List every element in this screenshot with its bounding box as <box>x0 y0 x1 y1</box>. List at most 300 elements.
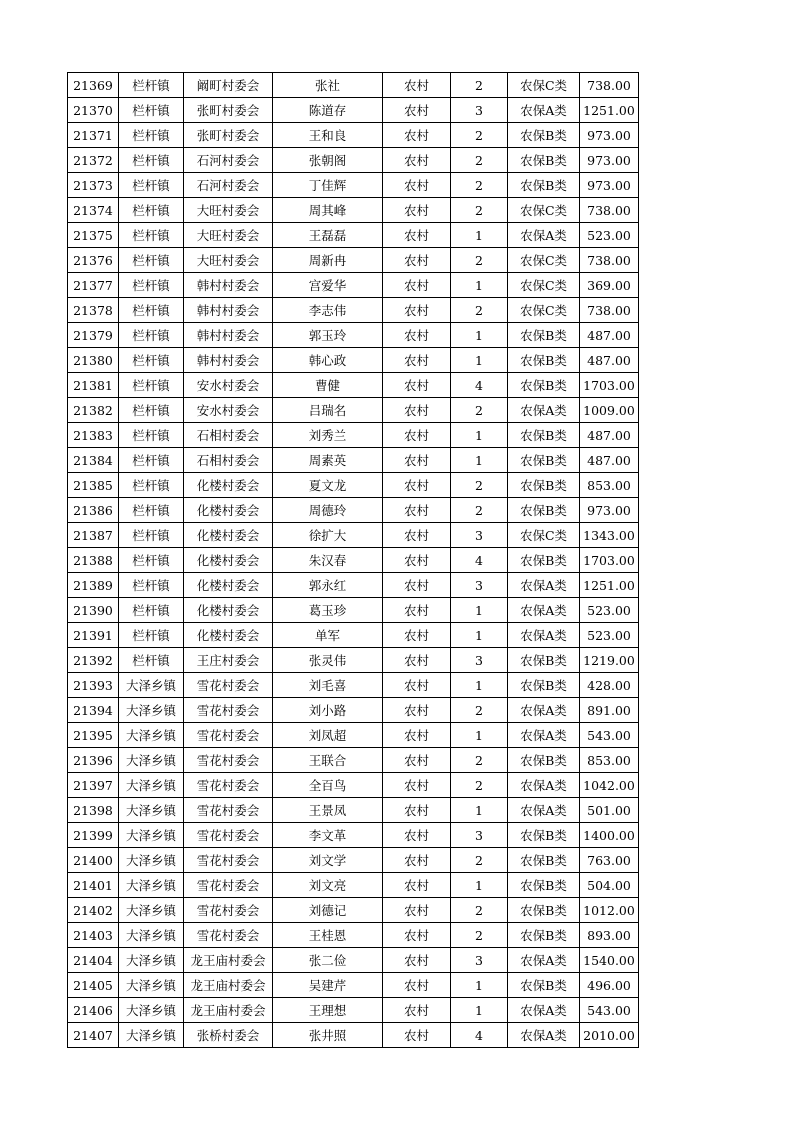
village-committee-cell: 张桥村委会 <box>184 1023 273 1048</box>
township-cell: 栏杆镇 <box>119 448 184 473</box>
township-cell: 大泽乡镇 <box>119 898 184 923</box>
township-cell: 栏杆镇 <box>119 648 184 673</box>
residence-type-cell: 农村 <box>383 348 451 373</box>
residence-type-cell: 农村 <box>383 448 451 473</box>
residence-type-cell: 农村 <box>383 798 451 823</box>
village-committee-cell: 石河村委会 <box>184 148 273 173</box>
name-cell: 朱汉春 <box>273 548 383 573</box>
name-cell: 刘小路 <box>273 698 383 723</box>
insurance-class-cell: 农保B类 <box>508 973 580 998</box>
record-id-cell: 21400 <box>68 848 119 873</box>
household-count-cell: 2 <box>451 773 508 798</box>
record-id-cell: 21392 <box>68 648 119 673</box>
residence-type-cell: 农村 <box>383 648 451 673</box>
household-count-cell: 1 <box>451 673 508 698</box>
table-row <box>68 798 639 823</box>
amount-cell: 891.00 <box>580 698 639 723</box>
insurance-class-cell: 农保A类 <box>508 1023 580 1048</box>
residence-type-cell: 农村 <box>383 848 451 873</box>
household-count-cell: 2 <box>451 498 508 523</box>
village-committee-cell: 韩村村委会 <box>184 298 273 323</box>
township-cell: 栏杆镇 <box>119 573 184 598</box>
name-cell: 郭永红 <box>273 573 383 598</box>
village-committee-cell: 化楼村委会 <box>184 523 273 548</box>
residence-type-cell: 农村 <box>383 273 451 298</box>
township-cell: 大泽乡镇 <box>119 1023 184 1048</box>
township-cell: 栏杆镇 <box>119 348 184 373</box>
village-committee-cell: 雪花村委会 <box>184 823 273 848</box>
residence-type-cell: 农村 <box>383 498 451 523</box>
township-cell: 栏杆镇 <box>119 498 184 523</box>
name-cell: 张井照 <box>273 1023 383 1048</box>
amount-cell: 523.00 <box>580 598 639 623</box>
village-committee-cell: 雪花村委会 <box>184 923 273 948</box>
record-id-cell: 21381 <box>68 373 119 398</box>
insurance-class-cell: 农保B类 <box>508 173 580 198</box>
amount-cell: 504.00 <box>580 873 639 898</box>
record-id-cell: 21380 <box>68 348 119 373</box>
household-count-cell: 1 <box>451 448 508 473</box>
village-committee-cell: 大旺村委会 <box>184 223 273 248</box>
village-committee-cell: 大旺村委会 <box>184 198 273 223</box>
record-id-cell: 21407 <box>68 1023 119 1048</box>
amount-cell: 496.00 <box>580 973 639 998</box>
amount-cell: 487.00 <box>580 423 639 448</box>
insurance-class-cell: 农保B类 <box>508 873 580 898</box>
household-count-cell: 2 <box>451 848 508 873</box>
amount-cell: 1009.00 <box>580 398 639 423</box>
household-count-cell: 1 <box>451 723 508 748</box>
insurance-class-cell: 农保C类 <box>508 273 580 298</box>
table-row <box>68 223 639 248</box>
township-cell: 栏杆镇 <box>119 298 184 323</box>
household-count-cell: 2 <box>451 248 508 273</box>
record-id-cell: 21371 <box>68 123 119 148</box>
record-id-cell: 21403 <box>68 923 119 948</box>
amount-cell: 853.00 <box>580 748 639 773</box>
record-id-cell: 21379 <box>68 323 119 348</box>
township-cell: 栏杆镇 <box>119 523 184 548</box>
village-committee-cell: 安水村委会 <box>184 373 273 398</box>
household-count-cell: 2 <box>451 173 508 198</box>
household-count-cell: 1 <box>451 873 508 898</box>
name-cell: 周素英 <box>273 448 383 473</box>
name-cell: 李志伟 <box>273 298 383 323</box>
village-committee-cell: 雪花村委会 <box>184 698 273 723</box>
amount-cell: 369.00 <box>580 273 639 298</box>
residence-type-cell: 农村 <box>383 773 451 798</box>
village-committee-cell: 龙王庙村委会 <box>184 948 273 973</box>
household-count-cell: 2 <box>451 698 508 723</box>
amount-cell: 893.00 <box>580 923 639 948</box>
household-count-cell: 4 <box>451 373 508 398</box>
insurance-class-cell: 农保B类 <box>508 348 580 373</box>
village-committee-cell: 雪花村委会 <box>184 798 273 823</box>
record-id-cell: 21402 <box>68 898 119 923</box>
insurance-class-cell: 农保C类 <box>508 198 580 223</box>
household-count-cell: 3 <box>451 823 508 848</box>
residence-type-cell: 农村 <box>383 948 451 973</box>
amount-cell: 738.00 <box>580 73 639 98</box>
name-cell: 张朝阁 <box>273 148 383 173</box>
township-cell: 大泽乡镇 <box>119 673 184 698</box>
insurance-class-cell: 农保A类 <box>508 773 580 798</box>
record-id-cell: 21398 <box>68 798 119 823</box>
household-count-cell: 2 <box>451 73 508 98</box>
residence-type-cell: 农村 <box>383 248 451 273</box>
township-cell: 栏杆镇 <box>119 223 184 248</box>
township-cell: 大泽乡镇 <box>119 748 184 773</box>
name-cell: 刘凤超 <box>273 723 383 748</box>
insurance-class-cell: 农保B类 <box>508 898 580 923</box>
village-committee-cell: 龙王庙村委会 <box>184 973 273 998</box>
name-cell: 宫爱华 <box>273 273 383 298</box>
residence-type-cell: 农村 <box>383 623 451 648</box>
township-cell: 栏杆镇 <box>119 198 184 223</box>
record-id-cell: 21390 <box>68 598 119 623</box>
township-cell: 大泽乡镇 <box>119 823 184 848</box>
insurance-class-cell: 农保B类 <box>508 923 580 948</box>
village-committee-cell: 雪花村委会 <box>184 898 273 923</box>
village-committee-cell: 龙王庙村委会 <box>184 998 273 1023</box>
village-committee-cell: 阚町村委会 <box>184 73 273 98</box>
township-cell: 栏杆镇 <box>119 548 184 573</box>
record-id-cell: 21382 <box>68 398 119 423</box>
household-count-cell: 1 <box>451 598 508 623</box>
amount-cell: 853.00 <box>580 473 639 498</box>
township-cell: 大泽乡镇 <box>119 698 184 723</box>
village-committee-cell: 张町村委会 <box>184 123 273 148</box>
village-committee-cell: 雪花村委会 <box>184 748 273 773</box>
insurance-class-cell: 农保A类 <box>508 723 580 748</box>
household-count-cell: 2 <box>451 398 508 423</box>
insurance-class-cell: 农保C类 <box>508 248 580 273</box>
record-id-cell: 21373 <box>68 173 119 198</box>
insurance-class-cell: 农保A类 <box>508 98 580 123</box>
village-committee-cell: 韩村村委会 <box>184 273 273 298</box>
village-committee-cell: 王庄村委会 <box>184 648 273 673</box>
name-cell: 王磊磊 <box>273 223 383 248</box>
record-id-cell: 21399 <box>68 823 119 848</box>
household-count-cell: 3 <box>451 98 508 123</box>
amount-cell: 2010.00 <box>580 1023 639 1048</box>
record-id-cell: 21396 <box>68 748 119 773</box>
name-cell: 曹健 <box>273 373 383 398</box>
record-id-cell: 21375 <box>68 223 119 248</box>
residence-type-cell: 农村 <box>383 323 451 348</box>
village-committee-cell: 大旺村委会 <box>184 248 273 273</box>
township-cell: 大泽乡镇 <box>119 798 184 823</box>
insurance-class-cell: 农保B类 <box>508 323 580 348</box>
amount-cell: 487.00 <box>580 323 639 348</box>
village-committee-cell: 韩村村委会 <box>184 323 273 348</box>
record-id-cell: 21388 <box>68 548 119 573</box>
record-id-cell: 21369 <box>68 73 119 98</box>
township-cell: 大泽乡镇 <box>119 773 184 798</box>
table-row <box>68 98 639 123</box>
insurance-class-cell: 农保A类 <box>508 598 580 623</box>
record-id-cell: 21376 <box>68 248 119 273</box>
township-cell: 大泽乡镇 <box>119 973 184 998</box>
record-id-cell: 21387 <box>68 523 119 548</box>
township-cell: 栏杆镇 <box>119 173 184 198</box>
amount-cell: 543.00 <box>580 723 639 748</box>
village-committee-cell: 化楼村委会 <box>184 473 273 498</box>
record-id-cell: 21372 <box>68 148 119 173</box>
table-row <box>68 848 639 873</box>
insurance-class-cell: 农保C类 <box>508 523 580 548</box>
insurance-class-cell: 农保B类 <box>508 148 580 173</box>
record-id-cell: 21405 <box>68 973 119 998</box>
township-cell: 栏杆镇 <box>119 598 184 623</box>
amount-cell: 1703.00 <box>580 548 639 573</box>
household-count-cell: 1 <box>451 273 508 298</box>
table-row <box>68 523 639 548</box>
household-count-cell: 2 <box>451 748 508 773</box>
table-row <box>68 773 639 798</box>
table-row <box>68 498 639 523</box>
household-count-cell: 1 <box>451 973 508 998</box>
table-row <box>68 248 639 273</box>
residence-type-cell: 农村 <box>383 898 451 923</box>
name-cell: 夏文龙 <box>273 473 383 498</box>
name-cell: 王联合 <box>273 748 383 773</box>
insurance-class-cell: 农保A类 <box>508 798 580 823</box>
table-row <box>68 673 639 698</box>
residence-type-cell: 农村 <box>383 98 451 123</box>
name-cell: 刘文亮 <box>273 873 383 898</box>
village-committee-cell: 韩村村委会 <box>184 348 273 373</box>
record-id-cell: 21377 <box>68 273 119 298</box>
name-cell: 郭玉玲 <box>273 323 383 348</box>
amount-cell: 1251.00 <box>580 98 639 123</box>
amount-cell: 1400.00 <box>580 823 639 848</box>
name-cell: 王理想 <box>273 998 383 1023</box>
village-committee-cell: 化楼村委会 <box>184 573 273 598</box>
table-row <box>68 548 639 573</box>
amount-cell: 1540.00 <box>580 948 639 973</box>
name-cell: 刘文学 <box>273 848 383 873</box>
table-row <box>68 698 639 723</box>
household-count-cell: 1 <box>451 423 508 448</box>
record-id-cell: 21370 <box>68 98 119 123</box>
village-committee-cell: 雪花村委会 <box>184 673 273 698</box>
table-row <box>68 923 639 948</box>
amount-cell: 763.00 <box>580 848 639 873</box>
insurance-class-cell: 农保B类 <box>508 498 580 523</box>
amount-cell: 487.00 <box>580 348 639 373</box>
amount-cell: 1703.00 <box>580 373 639 398</box>
insurance-class-cell: 农保A类 <box>508 398 580 423</box>
name-cell: 周德玲 <box>273 498 383 523</box>
record-id-cell: 21395 <box>68 723 119 748</box>
residence-type-cell: 农村 <box>383 973 451 998</box>
insurance-class-cell: 农保B类 <box>508 648 580 673</box>
village-committee-cell: 化楼村委会 <box>184 623 273 648</box>
amount-cell: 738.00 <box>580 198 639 223</box>
household-count-cell: 1 <box>451 998 508 1023</box>
insurance-class-cell: 农保B类 <box>508 823 580 848</box>
record-id-cell: 21391 <box>68 623 119 648</box>
insurance-class-cell: 农保A类 <box>508 948 580 973</box>
insurance-class-cell: 农保B类 <box>508 848 580 873</box>
name-cell: 张二俭 <box>273 948 383 973</box>
table-row <box>68 648 639 673</box>
village-committee-cell: 雪花村委会 <box>184 848 273 873</box>
name-cell: 王和良 <box>273 123 383 148</box>
residence-type-cell: 农村 <box>383 473 451 498</box>
name-cell: 刘秀兰 <box>273 423 383 448</box>
household-count-cell: 4 <box>451 548 508 573</box>
residence-type-cell: 农村 <box>383 73 451 98</box>
record-id-cell: 21386 <box>68 498 119 523</box>
household-count-cell: 1 <box>451 348 508 373</box>
village-committee-cell: 雪花村委会 <box>184 723 273 748</box>
residence-type-cell: 农村 <box>383 673 451 698</box>
table-row <box>68 723 639 748</box>
record-id-cell: 21394 <box>68 698 119 723</box>
table-row <box>68 173 639 198</box>
household-count-cell: 1 <box>451 323 508 348</box>
name-cell: 李文革 <box>273 823 383 848</box>
amount-cell: 487.00 <box>580 448 639 473</box>
household-count-cell: 1 <box>451 223 508 248</box>
township-cell: 栏杆镇 <box>119 398 184 423</box>
village-committee-cell: 张町村委会 <box>184 98 273 123</box>
household-count-cell: 2 <box>451 148 508 173</box>
insurance-class-cell: 农保B类 <box>508 473 580 498</box>
residence-type-cell: 农村 <box>383 523 451 548</box>
household-count-cell: 3 <box>451 948 508 973</box>
household-count-cell: 2 <box>451 123 508 148</box>
amount-cell: 1343.00 <box>580 523 639 548</box>
table-row <box>68 873 639 898</box>
residence-type-cell: 农村 <box>383 148 451 173</box>
name-cell: 韩心政 <box>273 348 383 373</box>
township-cell: 大泽乡镇 <box>119 923 184 948</box>
residence-type-cell: 农村 <box>383 298 451 323</box>
residence-type-cell: 农村 <box>383 373 451 398</box>
table-row <box>68 973 639 998</box>
household-count-cell: 4 <box>451 1023 508 1048</box>
residence-type-cell: 农村 <box>383 923 451 948</box>
amount-cell: 973.00 <box>580 173 639 198</box>
township-cell: 大泽乡镇 <box>119 998 184 1023</box>
insurance-class-cell: 农保C类 <box>508 298 580 323</box>
name-cell: 张社 <box>273 73 383 98</box>
record-id-cell: 21404 <box>68 948 119 973</box>
name-cell: 吴建芹 <box>273 973 383 998</box>
name-cell: 吕瑞名 <box>273 398 383 423</box>
township-cell: 栏杆镇 <box>119 423 184 448</box>
table-row <box>68 623 639 648</box>
record-id-cell: 21389 <box>68 573 119 598</box>
household-count-cell: 1 <box>451 798 508 823</box>
table-row <box>68 898 639 923</box>
amount-cell: 1251.00 <box>580 573 639 598</box>
amount-cell: 738.00 <box>580 298 639 323</box>
amount-cell: 523.00 <box>580 223 639 248</box>
name-cell: 周新冉 <box>273 248 383 273</box>
name-cell: 丁佳辉 <box>273 173 383 198</box>
table-row <box>68 373 639 398</box>
household-count-cell: 2 <box>451 298 508 323</box>
record-id-cell: 21406 <box>68 998 119 1023</box>
amount-cell: 1042.00 <box>580 773 639 798</box>
table-row <box>68 998 639 1023</box>
name-cell: 徐扩大 <box>273 523 383 548</box>
table-row <box>68 573 639 598</box>
household-count-cell: 2 <box>451 923 508 948</box>
household-count-cell: 3 <box>451 573 508 598</box>
table-row <box>68 398 639 423</box>
roster-table-body <box>68 73 639 1048</box>
record-id-cell: 21384 <box>68 448 119 473</box>
village-committee-cell: 雪花村委会 <box>184 773 273 798</box>
household-count-cell: 2 <box>451 473 508 498</box>
insurance-class-cell: 农保A类 <box>508 573 580 598</box>
name-cell: 全百鸟 <box>273 773 383 798</box>
insurance-class-cell: 农保A类 <box>508 998 580 1023</box>
table-row <box>68 148 639 173</box>
record-id-cell: 21383 <box>68 423 119 448</box>
household-count-cell: 1 <box>451 623 508 648</box>
village-committee-cell: 化楼村委会 <box>184 598 273 623</box>
table-row <box>68 348 639 373</box>
name-cell: 葛玉珍 <box>273 598 383 623</box>
table-row <box>68 448 639 473</box>
insurance-class-cell: 农保B类 <box>508 673 580 698</box>
township-cell: 大泽乡镇 <box>119 723 184 748</box>
insurance-class-cell: 农保B类 <box>508 748 580 773</box>
table-row <box>68 73 639 98</box>
amount-cell: 1012.00 <box>580 898 639 923</box>
residence-type-cell: 农村 <box>383 123 451 148</box>
insurance-class-cell: 农保A类 <box>508 223 580 248</box>
residence-type-cell: 农村 <box>383 723 451 748</box>
record-id-cell: 21397 <box>68 773 119 798</box>
amount-cell: 973.00 <box>580 123 639 148</box>
roster-table <box>67 72 639 1048</box>
township-cell: 栏杆镇 <box>119 323 184 348</box>
table-row <box>68 423 639 448</box>
residence-type-cell: 农村 <box>383 173 451 198</box>
township-cell: 栏杆镇 <box>119 373 184 398</box>
township-cell: 栏杆镇 <box>119 248 184 273</box>
name-cell: 张灵伟 <box>273 648 383 673</box>
name-cell: 王桂恩 <box>273 923 383 948</box>
record-id-cell: 21401 <box>68 873 119 898</box>
amount-cell: 973.00 <box>580 148 639 173</box>
township-cell: 栏杆镇 <box>119 473 184 498</box>
residence-type-cell: 农村 <box>383 198 451 223</box>
residence-type-cell: 农村 <box>383 698 451 723</box>
record-id-cell: 21374 <box>68 198 119 223</box>
amount-cell: 973.00 <box>580 498 639 523</box>
residence-type-cell: 农村 <box>383 873 451 898</box>
amount-cell: 1219.00 <box>580 648 639 673</box>
table-row <box>68 473 639 498</box>
township-cell: 大泽乡镇 <box>119 948 184 973</box>
record-id-cell: 21385 <box>68 473 119 498</box>
household-count-cell: 3 <box>451 523 508 548</box>
township-cell: 栏杆镇 <box>119 623 184 648</box>
township-cell: 栏杆镇 <box>119 273 184 298</box>
table-row <box>68 273 639 298</box>
record-id-cell: 21378 <box>68 298 119 323</box>
name-cell: 王景凤 <box>273 798 383 823</box>
township-cell: 栏杆镇 <box>119 148 184 173</box>
